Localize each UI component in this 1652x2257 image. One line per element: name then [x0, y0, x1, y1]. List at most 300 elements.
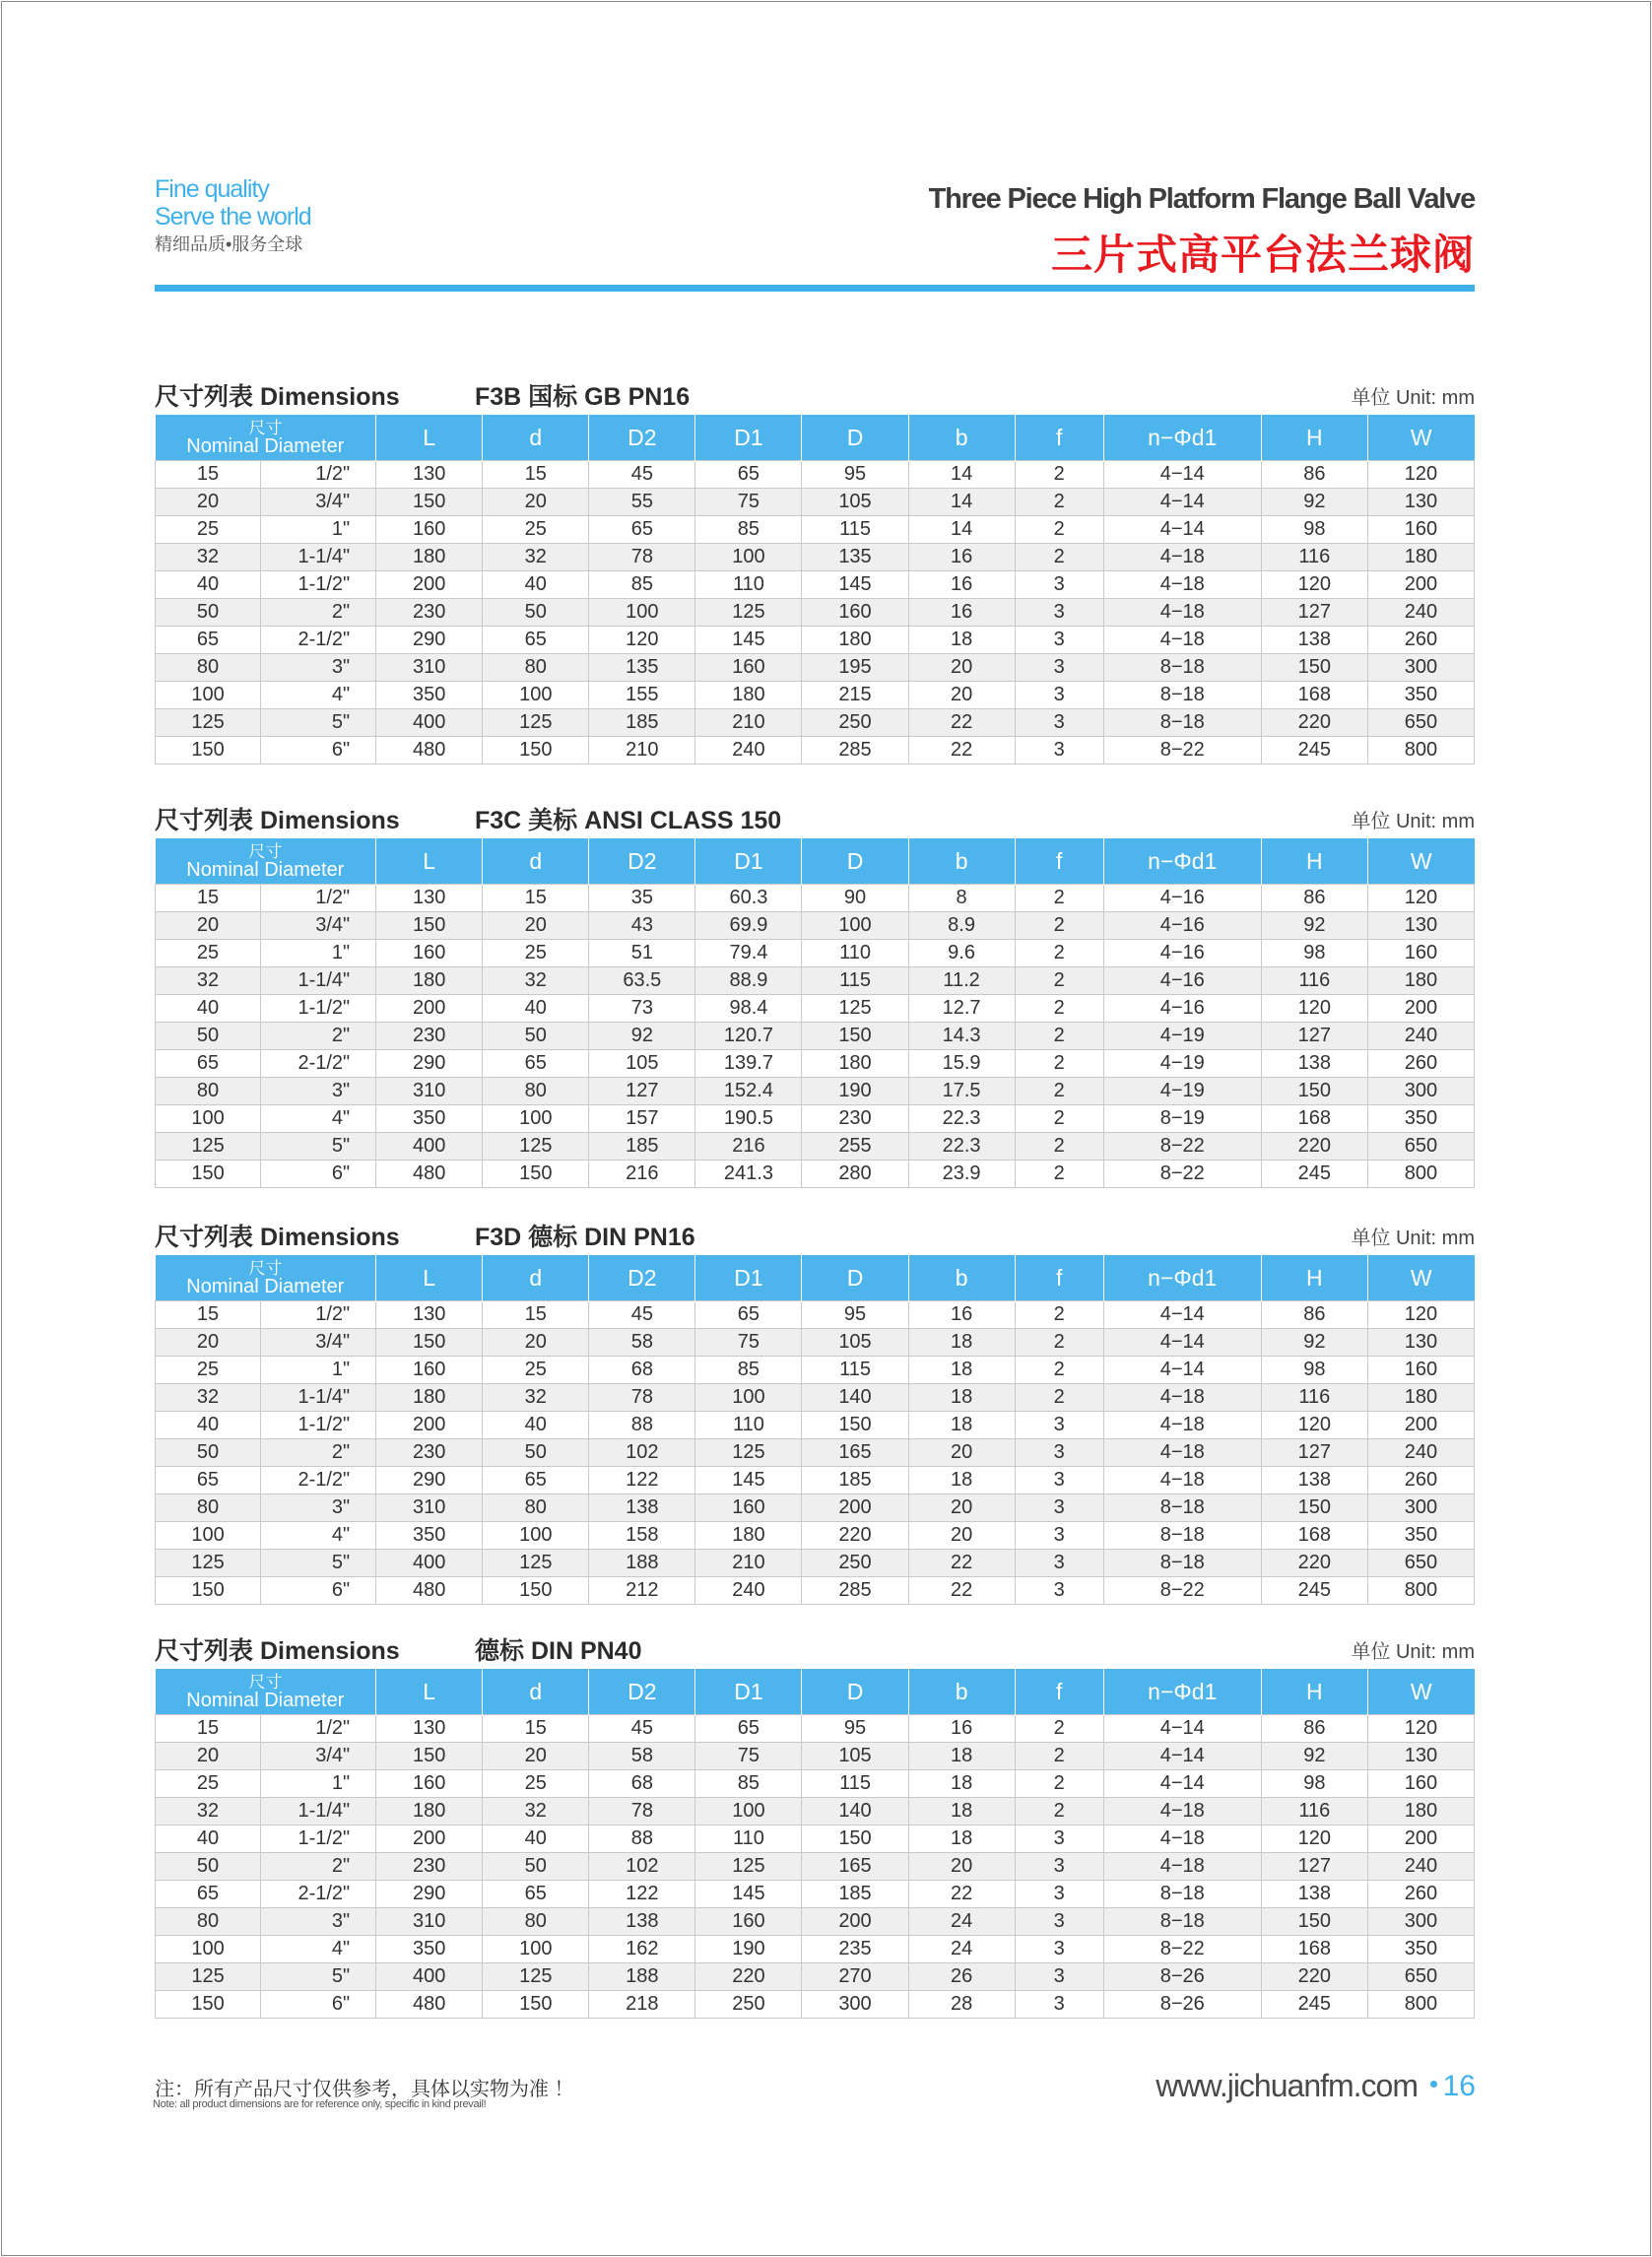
table-cell: 20 [908, 682, 1015, 709]
table-cell: 110 [695, 571, 802, 599]
table-cell: 32 [483, 544, 589, 571]
table-row [156, 1078, 1475, 1105]
table-row [156, 940, 1475, 967]
table-cell: 2 [1015, 544, 1103, 571]
page-title-en: Three Piece High Platform Flange Ball Valve [928, 183, 1475, 215]
footer-website-link[interactable]: www.jichuanfm.com [1156, 2068, 1418, 2103]
table-cell: 1-1/2" [261, 1826, 376, 1853]
table-cell: 241.3 [695, 1161, 802, 1188]
header-col: D [802, 415, 908, 461]
header-col: D1 [695, 1669, 802, 1715]
table-cell: 40 [156, 1412, 261, 1439]
table-cell: 200 [376, 1412, 483, 1439]
table-cell: 285 [802, 1577, 908, 1605]
table-cell: 188 [589, 1550, 695, 1577]
table-cell: 400 [376, 1550, 483, 1577]
table-cell: 180 [802, 1050, 908, 1078]
table-cell: 12.7 [908, 995, 1015, 1023]
table-cell: 350 [376, 1522, 483, 1550]
table-cell: 250 [802, 1550, 908, 1577]
table-cell: 145 [802, 571, 908, 599]
table-cell: 650 [1367, 1963, 1474, 1991]
table-row [156, 995, 1475, 1023]
table-cell: 2 [1015, 516, 1103, 544]
header-col: W [1367, 838, 1474, 885]
table-cell: 130 [376, 1301, 483, 1329]
table-cell: 160 [376, 1770, 483, 1798]
table-cell: 8−18 [1103, 1550, 1261, 1577]
table-cell: 1" [261, 1770, 376, 1798]
table-cell: 98 [1261, 940, 1367, 967]
table-cell: 8−22 [1103, 1577, 1261, 1605]
footer-note-cn: 注：所有产品尺寸仅供参考，具体以实物为准 ！ [155, 2079, 574, 2100]
table-cell: 120.7 [695, 1023, 802, 1050]
table-cell: 115 [802, 516, 908, 544]
table-cell: 185 [589, 709, 695, 737]
table-cell: 20 [156, 1743, 261, 1770]
header-nominal-diameter [156, 1255, 376, 1301]
dimension-table [155, 1255, 1475, 1605]
page-title-cn: 三片式高平台法兰球阀 [1050, 232, 1475, 278]
table-cell: 158 [589, 1522, 695, 1550]
table-cell: 220 [1261, 1550, 1367, 1577]
table-cell: 100 [695, 1798, 802, 1826]
table-cell: 92 [589, 1023, 695, 1050]
table-cell: 5" [261, 1133, 376, 1161]
table-row [156, 544, 1475, 571]
table-cell: 2 [1015, 1329, 1103, 1357]
table-cell: 98 [1261, 516, 1367, 544]
table-cell: 50 [483, 599, 589, 627]
table-cell: 125 [802, 995, 908, 1023]
table-cell: 230 [802, 1105, 908, 1133]
header-col: b [908, 415, 1015, 461]
table-cell: 65 [156, 1050, 261, 1078]
table-cell: 3 [1015, 1577, 1103, 1605]
header-nominal-diameter-cn: 尺寸 [248, 1259, 283, 1278]
table-cell: 200 [1367, 571, 1474, 599]
table-cell: 4−19 [1103, 1078, 1261, 1105]
table-cell: 16 [908, 1301, 1015, 1329]
table-row [156, 1133, 1475, 1161]
table-cell: 155 [589, 682, 695, 709]
table-cell: 8−22 [1103, 1133, 1261, 1161]
table-cell: 4−14 [1103, 1301, 1261, 1329]
table-cell: 350 [1367, 1522, 1474, 1550]
table-cell: 400 [376, 1133, 483, 1161]
table-cell: 150 [376, 1329, 483, 1357]
table-cell: 230 [376, 1853, 483, 1881]
table-cell: 58 [589, 1329, 695, 1357]
table-cell: 245 [1261, 1577, 1367, 1605]
table-cell: 350 [376, 682, 483, 709]
table-cell: 150 [483, 737, 589, 764]
table-cell: 2 [1015, 1384, 1103, 1412]
table-cell: 4−19 [1103, 1023, 1261, 1050]
table-cell: 32 [156, 1798, 261, 1826]
table-cell: 150 [1261, 1908, 1367, 1936]
table-cell: 4−14 [1103, 1357, 1261, 1384]
table-cell: 150 [156, 737, 261, 764]
table-cell: 210 [589, 737, 695, 764]
footer-dot [1430, 2081, 1437, 2088]
table-cell: 58 [589, 1743, 695, 1770]
table-cell: 100 [483, 682, 589, 709]
header-nominal-diameter-cn: 尺寸 [248, 842, 283, 861]
header-col: b [908, 1255, 1015, 1301]
table-cell: 3" [261, 654, 376, 682]
section-header [155, 375, 1475, 415]
table-cell: 190.5 [695, 1105, 802, 1133]
table-cell: 14 [908, 489, 1015, 516]
table-cell: 1" [261, 516, 376, 544]
table-cell: 4−18 [1103, 1439, 1261, 1467]
table-cell: 2-1/2" [261, 1467, 376, 1494]
table-row [156, 1715, 1475, 1743]
table-cell: 65 [156, 627, 261, 654]
table-cell: 3/4" [261, 912, 376, 940]
table-cell: 98.4 [695, 995, 802, 1023]
table-cell: 25 [483, 1770, 589, 1798]
table-cell: 15 [156, 461, 261, 489]
table-cell: 18 [908, 1357, 1015, 1384]
table-cell: 2" [261, 1023, 376, 1050]
table-row [156, 1826, 1475, 1853]
table-cell: 4−14 [1103, 489, 1261, 516]
table-cell: 4−16 [1103, 995, 1261, 1023]
table-cell: 22 [908, 709, 1015, 737]
table-cell: 650 [1367, 1133, 1474, 1161]
dimension-table [155, 415, 1475, 764]
table-cell: 1-1/2" [261, 1412, 376, 1439]
table-cell: 5" [261, 709, 376, 737]
table-cell: 4−14 [1103, 1329, 1261, 1357]
header-col: n−Φd1 [1103, 838, 1261, 885]
table-cell: 165 [802, 1439, 908, 1467]
brand-line-2: Serve the world [155, 203, 311, 231]
table-cell: 240 [1367, 1853, 1474, 1881]
table-cell: 20 [156, 489, 261, 516]
table-cell: 65 [695, 1715, 802, 1743]
table-cell: 80 [483, 1078, 589, 1105]
table-row [156, 1798, 1475, 1826]
table-cell: 138 [589, 1494, 695, 1522]
table-cell: 400 [376, 709, 483, 737]
table-cell: 8 [908, 885, 1015, 912]
header-nominal-diameter [156, 415, 376, 461]
table-cell: 650 [1367, 709, 1474, 737]
table-cell: 140 [802, 1798, 908, 1826]
table-cell: 85 [695, 1770, 802, 1798]
table-cell: 200 [1367, 995, 1474, 1023]
table-row [156, 1050, 1475, 1078]
table-cell: 1-1/4" [261, 544, 376, 571]
header-nominal-diameter-en: Nominal Diameter [186, 859, 345, 881]
table-cell: 190 [695, 1936, 802, 1963]
table-cell: 216 [695, 1133, 802, 1161]
section-header [155, 799, 1475, 838]
table-cell: 8−18 [1103, 1908, 1261, 1936]
table-cell: 110 [695, 1826, 802, 1853]
table-cell: 168 [1261, 1105, 1367, 1133]
table-cell: 80 [483, 654, 589, 682]
table-cell: 22 [908, 1577, 1015, 1605]
table-cell: 3 [1015, 1853, 1103, 1881]
header-col: L [376, 1669, 483, 1715]
table-cell: 122 [589, 1467, 695, 1494]
header-col: n−Φd1 [1103, 1669, 1261, 1715]
table-cell: 32 [483, 967, 589, 995]
header-col: H [1261, 838, 1367, 885]
table-cell: 130 [376, 1715, 483, 1743]
table-cell: 145 [695, 627, 802, 654]
table-cell: 185 [802, 1467, 908, 1494]
table-cell: 22 [908, 1550, 1015, 1577]
table-cell: 120 [1367, 1301, 1474, 1329]
table-cell: 300 [1367, 1908, 1474, 1936]
header-col: d [483, 1255, 589, 1301]
table-cell: 105 [802, 1329, 908, 1357]
table-cell: 138 [589, 1908, 695, 1936]
table-cell: 215 [802, 682, 908, 709]
table-cell: 100 [156, 1522, 261, 1550]
table-cell: 3 [1015, 1963, 1103, 1991]
table-cell: 4−18 [1103, 627, 1261, 654]
table-row [156, 1522, 1475, 1550]
table-cell: 162 [589, 1936, 695, 1963]
table-cell: 220 [802, 1522, 908, 1550]
header-col: d [483, 1669, 589, 1715]
table-cell: 105 [802, 1743, 908, 1770]
table-cell: 2 [1015, 995, 1103, 1023]
header-col: H [1261, 415, 1367, 461]
table-cell: 2 [1015, 1133, 1103, 1161]
brand-slogan [155, 175, 311, 256]
header-col: H [1261, 1669, 1367, 1715]
table-cell: 800 [1367, 1161, 1474, 1188]
table-cell: 2 [1015, 1078, 1103, 1105]
table-cell: 65 [483, 1881, 589, 1908]
table-cell: 3 [1015, 682, 1103, 709]
header-col: D2 [589, 415, 695, 461]
table-cell: 3/4" [261, 1743, 376, 1770]
table-cell: 16 [908, 571, 1015, 599]
table-cell: 80 [483, 1908, 589, 1936]
table-cell: 65 [695, 1301, 802, 1329]
table-cell: 92 [1261, 1743, 1367, 1770]
table-cell: 127 [1261, 599, 1367, 627]
table-cell: 14.3 [908, 1023, 1015, 1050]
table-cell: 150 [802, 1826, 908, 1853]
table-cell: 480 [376, 1161, 483, 1188]
table-cell: 8−18 [1103, 682, 1261, 709]
table-cell: 270 [802, 1963, 908, 1991]
table-cell: 16 [908, 544, 1015, 571]
table-cell: 2 [1015, 1023, 1103, 1050]
table-cell: 98 [1261, 1770, 1367, 1798]
table-cell: 45 [589, 1301, 695, 1329]
table-cell: 230 [376, 1439, 483, 1467]
table-cell: 80 [156, 1908, 261, 1936]
table-cell: 800 [1367, 737, 1474, 764]
table-cell: 2 [1015, 912, 1103, 940]
table-cell: 210 [695, 1550, 802, 1577]
header-nominal-diameter [156, 838, 376, 885]
table-cell: 125 [156, 1963, 261, 1991]
table-cell: 240 [1367, 1023, 1474, 1050]
table-cell: 127 [1261, 1853, 1367, 1881]
table-cell: 180 [376, 1384, 483, 1412]
table-cell: 3 [1015, 1412, 1103, 1439]
table-cell: 180 [1367, 967, 1474, 995]
table-row [156, 1494, 1475, 1522]
header-col: d [483, 838, 589, 885]
table-row [156, 1384, 1475, 1412]
table-cell: 24 [908, 1936, 1015, 1963]
table-cell: 18 [908, 1826, 1015, 1853]
table-cell: 230 [376, 599, 483, 627]
table-cell: 125 [483, 1963, 589, 1991]
table-cell: 2" [261, 599, 376, 627]
table-cell: 210 [695, 709, 802, 737]
table-cell: 3 [1015, 1908, 1103, 1936]
table-cell: 245 [1261, 1161, 1367, 1188]
table-cell: 127 [1261, 1439, 1367, 1467]
table-cell: 100 [156, 682, 261, 709]
table-cell: 50 [483, 1853, 589, 1881]
header-col: f [1015, 1255, 1103, 1301]
table-cell: 11.2 [908, 967, 1015, 995]
table-cell: 20 [156, 912, 261, 940]
table-cell: 8−26 [1103, 1963, 1261, 1991]
table-cell: 290 [376, 1050, 483, 1078]
table-cell: 220 [1261, 709, 1367, 737]
table-cell: 310 [376, 1078, 483, 1105]
header-nominal-diameter-en: Nominal Diameter [186, 1690, 345, 1711]
table-row [156, 1577, 1475, 1605]
table-cell: 116 [1261, 1384, 1367, 1412]
table-cell: 127 [1261, 1023, 1367, 1050]
table-cell: 105 [589, 1050, 695, 1078]
table-cell: 18 [908, 1384, 1015, 1412]
table-cell: 1/2" [261, 461, 376, 489]
table-cell: 3 [1015, 1467, 1103, 1494]
table-cell: 140 [802, 1384, 908, 1412]
table-cell: 100 [483, 1522, 589, 1550]
table-cell: 28 [908, 1991, 1015, 2019]
table-cell: 3 [1015, 571, 1103, 599]
table-cell: 20 [483, 1743, 589, 1770]
table-cell: 25 [156, 1770, 261, 1798]
table-cell: 73 [589, 995, 695, 1023]
table-cell: 180 [1367, 544, 1474, 571]
table-cell: 260 [1367, 627, 1474, 654]
table-cell: 80 [483, 1494, 589, 1522]
table-cell: 230 [376, 1023, 483, 1050]
table-cell: 150 [376, 912, 483, 940]
table-cell: 1/2" [261, 885, 376, 912]
table-cell: 100 [483, 1105, 589, 1133]
header-nominal-diameter-cn: 尺寸 [248, 1673, 283, 1692]
table-cell: 3 [1015, 1439, 1103, 1467]
table-cell: 25 [483, 516, 589, 544]
table-cell: 6" [261, 737, 376, 764]
table-cell: 100 [483, 1936, 589, 1963]
table-cell: 18 [908, 1770, 1015, 1798]
table-cell: 150 [802, 1023, 908, 1050]
table-cell: 8−22 [1103, 737, 1261, 764]
table-cell: 78 [589, 1384, 695, 1412]
header-col: W [1367, 415, 1474, 461]
table-row [156, 1963, 1475, 1991]
table-cell: 245 [1261, 1991, 1367, 2019]
table-cell: 86 [1261, 1301, 1367, 1329]
table-cell: 4−18 [1103, 1826, 1261, 1853]
table-cell: 160 [376, 516, 483, 544]
table-cell: 2" [261, 1439, 376, 1467]
table-cell: 160 [376, 940, 483, 967]
table-cell: 100 [695, 544, 802, 571]
header-divider [155, 285, 1475, 292]
table-cell: 3" [261, 1908, 376, 1936]
table-cell: 9.6 [908, 940, 1015, 967]
table-row [156, 627, 1475, 654]
table-cell: 15 [483, 461, 589, 489]
table-cell: 22.3 [908, 1105, 1015, 1133]
table-cell: 120 [1261, 995, 1367, 1023]
table-cell: 86 [1261, 1715, 1367, 1743]
brand-line-1: Fine quality [155, 175, 269, 203]
table-row [156, 654, 1475, 682]
table-cell: 350 [376, 1105, 483, 1133]
table-cell: 310 [376, 654, 483, 682]
table-cell: 14 [908, 516, 1015, 544]
table-cell: 51 [589, 940, 695, 967]
footer-note-en: Note: all product dimensions are for reference only, specific in kind prevail! [153, 2098, 487, 2110]
table-cell: 2-1/2" [261, 1050, 376, 1078]
section-title: 尺寸列表 Dimensions [155, 1224, 400, 1251]
dimension-section-f3c [155, 799, 1475, 1188]
table-cell: 95 [802, 1301, 908, 1329]
table-cell: 125 [695, 1439, 802, 1467]
table-cell: 240 [695, 737, 802, 764]
table-cell: 300 [1367, 654, 1474, 682]
table-cell: 16 [908, 1715, 1015, 1743]
table-cell: 260 [1367, 1881, 1474, 1908]
table-cell: 2 [1015, 1715, 1103, 1743]
table-cell: 180 [802, 627, 908, 654]
table-cell: 127 [589, 1078, 695, 1105]
table-cell: 125 [483, 1550, 589, 1577]
table-cell: 185 [802, 1881, 908, 1908]
table-cell: 115 [802, 1770, 908, 1798]
table-cell: 138 [1261, 1881, 1367, 1908]
table-cell: 20 [908, 1439, 1015, 1467]
table-cell: 160 [1367, 516, 1474, 544]
header-col: b [908, 1669, 1015, 1715]
header-col: d [483, 415, 589, 461]
table-cell: 125 [156, 1550, 261, 1577]
table-cell: 65 [156, 1467, 261, 1494]
table-row [156, 1439, 1475, 1467]
table-cell: 135 [589, 654, 695, 682]
table-cell: 17.5 [908, 1078, 1015, 1105]
table-cell: 25 [483, 940, 589, 967]
table-cell: 185 [589, 1133, 695, 1161]
table-cell: 100 [589, 599, 695, 627]
table-cell: 400 [376, 1963, 483, 1991]
table-cell: 150 [483, 1991, 589, 2019]
